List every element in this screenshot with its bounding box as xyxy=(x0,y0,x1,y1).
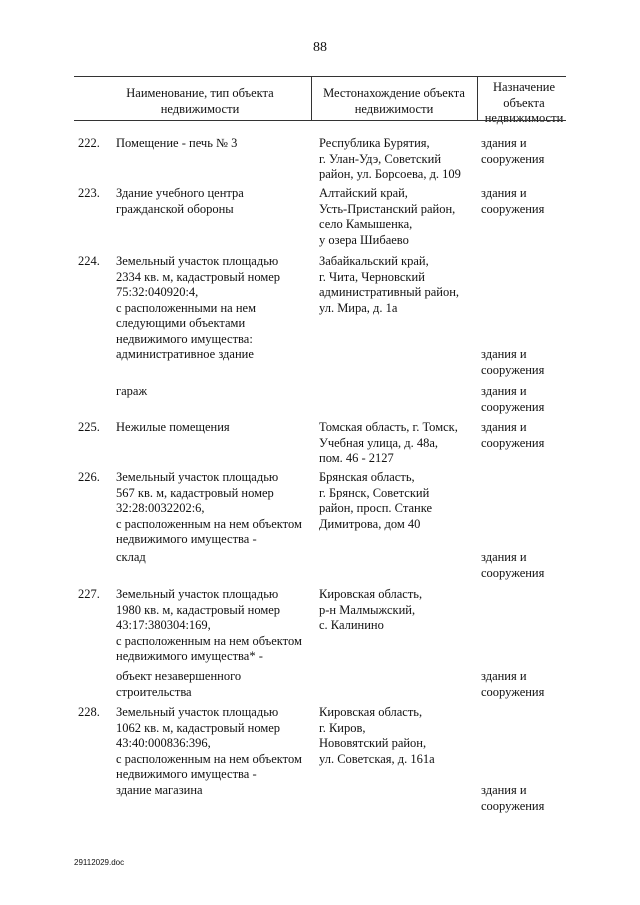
header-rule-top xyxy=(74,76,566,77)
object-name: гараж xyxy=(116,384,148,398)
object-location: Брянская область, г. Брянск, Советский район, просп. Станке Димитрова, дом 40 xyxy=(319,470,433,531)
footer-filename: 29112029.doc xyxy=(74,858,125,867)
object-name: Помещение - печь № 3 xyxy=(116,136,238,150)
header-rule-bottom xyxy=(74,120,566,121)
object-name: Здание учебного центра гражданской обороны xyxy=(116,186,244,216)
object-name: здание магазина xyxy=(116,783,203,797)
object-purpose: здания и сооружения xyxy=(481,669,545,699)
row-number: 224. xyxy=(78,254,100,268)
header-location-column: Местонахождение объекта недвижимости xyxy=(323,86,465,116)
object-location: Кировская область, г. Киров, Нововятский район, ул. Советская, д. 161а xyxy=(319,705,435,766)
object-name: Земельный участок площадью 1062 кв. м, кадастровый номер 43:40:000836:396, с расположенным на нем объектом недвижимого имущества - xyxy=(116,705,302,781)
object-location: Кировская область, р-н Малмыжский, с. Калинино xyxy=(319,587,423,632)
object-purpose: здания и сооружения xyxy=(481,550,545,580)
object-purpose: здания и сооружения xyxy=(481,136,545,166)
object-purpose: здания и сооружения xyxy=(481,186,545,216)
row-number: 223. xyxy=(78,186,100,200)
header-purpose-column: Назначение объекта недвижимости xyxy=(484,80,564,125)
row-number: 225. xyxy=(78,420,100,434)
object-purpose: здания и сооружения xyxy=(481,420,545,450)
header-divider-2 xyxy=(477,76,478,120)
object-purpose: здания и сооружения xyxy=(481,783,545,813)
object-location: Забайкальский край, г. Чита, Черновский административный район, ул. Мира, д. 1а xyxy=(319,254,460,315)
row-number: 228. xyxy=(78,705,100,719)
object-name: склад xyxy=(116,550,146,564)
object-location: Республика Бурятия, г. Улан-Удэ, Советский район, ул. Борсоева, д. 109 xyxy=(319,136,461,181)
row-number: 226. xyxy=(78,470,100,484)
header-name-column: Наименование, тип объекта недвижимости xyxy=(126,86,274,116)
row-number: 222. xyxy=(78,136,100,150)
object-purpose: здания и сооружения xyxy=(481,347,545,377)
object-name: Земельный участок площадью 2334 кв. м, кадастровый номер 75:32:040920:4, с расположенными на нем следующими объектами недвижимого имущества: xyxy=(116,254,281,346)
object-location: Томская область, г. Томск, Учебная улица, д. 48а, пом. 46 - 2127 xyxy=(319,420,458,465)
page-number: 88 xyxy=(313,40,327,55)
object-name: Земельный участок площадью 567 кв. м, кадастровый номер 32:28:0032202:6, с расположенным на нем объектом недвижимого имущества - xyxy=(116,470,302,546)
row-number: 227. xyxy=(78,587,100,601)
object-name: Нежилые помещения xyxy=(116,420,230,434)
object-name: объект незавершенного строительства xyxy=(116,669,242,699)
object-location: Алтайский край, Усть-Пристанский район, село Камышенка, у озера Шибаево xyxy=(319,186,456,247)
object-purpose: здания и сооружения xyxy=(481,384,545,414)
object-name: Земельный участок площадью 1980 кв. м, кадастровый номер 43:17:380304:169, с расположенным на нем объектом недвижимого имущества* - xyxy=(116,587,302,663)
object-name: административное здание xyxy=(116,347,254,361)
